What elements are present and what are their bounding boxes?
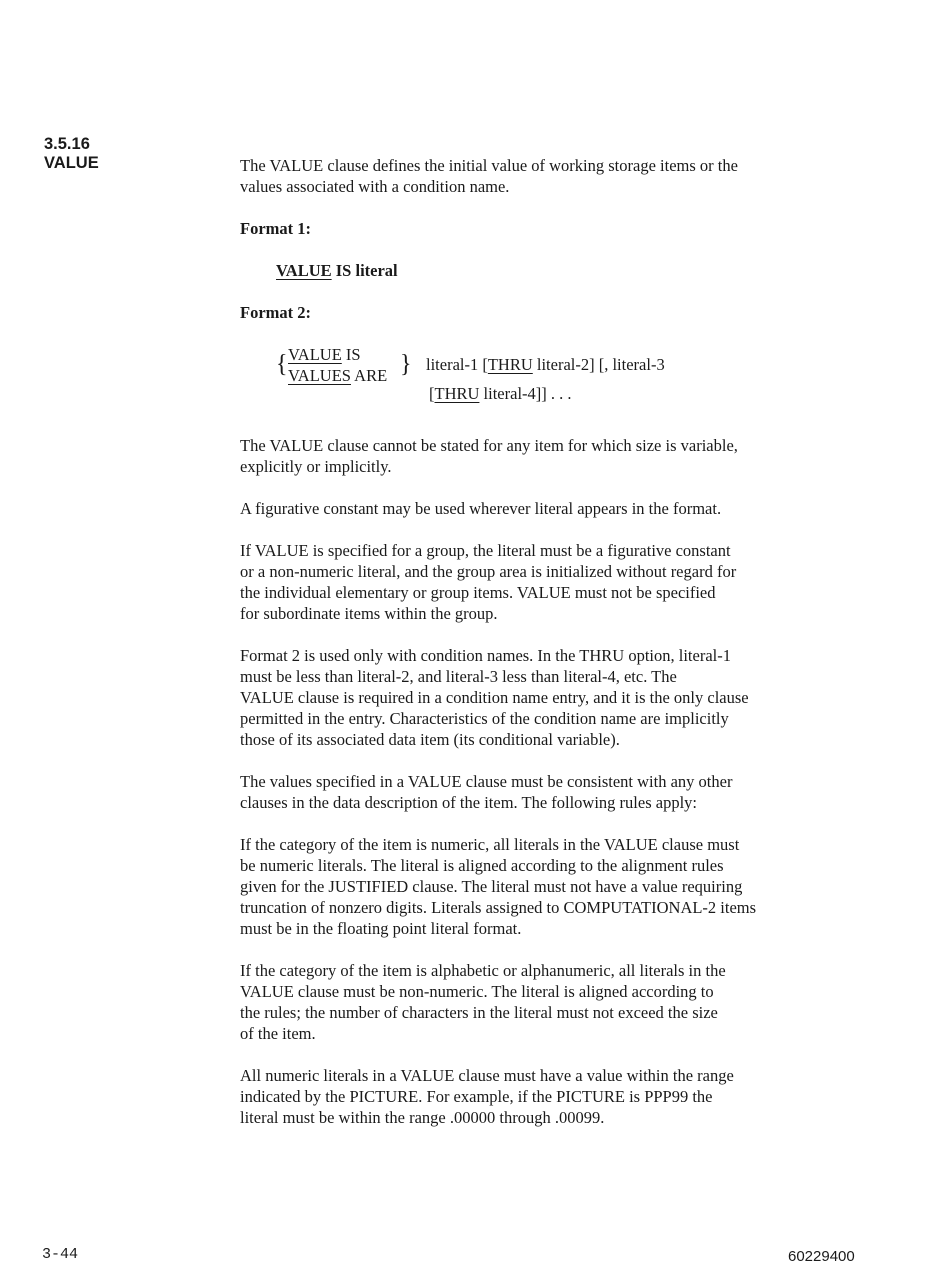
- paragraph-alphanumeric-rule: [240, 960, 890, 1044]
- text-line: The VALUE clause defines the initial value of working storage items or the: [240, 156, 738, 175]
- text-line: If VALUE is specified for a group, the literal must be a figurative constant: [240, 541, 731, 560]
- left-brace: {: [276, 350, 288, 378]
- intro-paragraph: [240, 155, 890, 197]
- paragraph-picture-range: [240, 1065, 890, 1128]
- right-brace: }: [400, 350, 412, 378]
- text-line: VALUE clause is required in a condition name entry, and it is the only clause: [240, 688, 749, 707]
- text-line: indicated by the PICTURE. For example, if the PICTURE is PPP99 the: [240, 1087, 713, 1106]
- page-number: 3-44: [42, 1246, 79, 1263]
- text-line: of the item.: [240, 1024, 316, 1043]
- thru-keyword: THRU: [434, 384, 480, 403]
- syntax-text: literal-4]] . . .: [479, 384, 572, 403]
- paragraph-format-2-usage: [240, 645, 890, 750]
- text-line: for subordinate items within the group.: [240, 604, 498, 623]
- syntax-text: literal-1 [: [426, 355, 488, 374]
- text-line: VALUE clause must be non-numeric. The literal is aligned according to: [240, 982, 714, 1001]
- text-line: explicitly or implicitly.: [240, 457, 392, 476]
- text-line: If the category of the item is alphabetic or alphanumeric, all literals in the: [240, 961, 726, 980]
- choice-value-is: [288, 344, 387, 365]
- format-1-syntax: [276, 260, 890, 281]
- text-line: literal must be within the range .00000 through .00099.: [240, 1108, 605, 1127]
- text-line: or a non-numeric literal, and the group area is initialized without regard for: [240, 562, 737, 581]
- paragraph-group-value: [240, 540, 890, 624]
- text-line: All numeric literals in a VALUE clause must have a value within the range: [240, 1066, 734, 1085]
- text-line: Format 2 is used only with condition names. In the THRU option, literal-1: [240, 646, 731, 665]
- choice-values-are: [288, 365, 387, 386]
- paragraph-consistency: [240, 771, 890, 813]
- text-line: must be less than literal-2, and literal-3 less than literal-4, etc. The: [240, 667, 677, 686]
- section-title: VALUE: [44, 154, 99, 172]
- keyword-choices: [288, 344, 387, 386]
- section-heading: [44, 135, 99, 173]
- section-body: [240, 155, 890, 1149]
- value-keyword: VALUE: [276, 261, 332, 280]
- thru-keyword: THRU: [487, 355, 533, 374]
- format-1-label: Format 1:: [240, 219, 312, 238]
- format-2-syntax: [240, 344, 890, 414]
- format-2-literal-line-1: [426, 354, 665, 375]
- text-line: truncation of nonzero digits. Literals assigned to COMPUTATIONAL-2 items: [240, 898, 757, 917]
- is-keyword: IS: [341, 345, 361, 364]
- section-number: 3.5.16: [44, 135, 90, 153]
- values-keyword: VALUES: [288, 366, 351, 385]
- text-line: The VALUE clause cannot be stated for any item for which size is variable,: [240, 436, 738, 455]
- text-line: values associated with a condition name.: [240, 177, 510, 196]
- text-line: A figurative constant may be used wherever literal appears in the format.: [240, 499, 722, 518]
- syntax-text: [: [429, 384, 435, 403]
- paragraph-numeric-rule: [240, 834, 890, 939]
- text-line: the rules; the number of characters in the literal must not exceed the size: [240, 1003, 718, 1022]
- are-keyword: ARE: [350, 366, 388, 385]
- text-line: those of its associated data item (its conditional variable).: [240, 730, 620, 749]
- text-line: If the category of the item is numeric, all literals in the VALUE clause must: [240, 835, 740, 854]
- value-keyword: VALUE: [288, 345, 342, 364]
- paragraph-figurative-constant: [240, 498, 890, 519]
- document-number: 60229400: [788, 1248, 855, 1265]
- paragraph-size-variable: [240, 435, 890, 477]
- text-line: clauses in the data description of the item. The following rules apply:: [240, 793, 697, 812]
- format-1-rest: IS literal: [331, 261, 398, 280]
- format-2-literal-line-2: [429, 383, 572, 404]
- text-line: the individual elementary or group items. VALUE must not be specified: [240, 583, 716, 602]
- syntax-text: literal-2] [, literal-3: [532, 355, 665, 374]
- text-line: permitted in the entry. Characteristics of the condition name are implicitly: [240, 709, 729, 728]
- text-line: must be in the floating point literal format.: [240, 919, 522, 938]
- text-line: be numeric literals. The literal is aligned according to the alignment rules: [240, 856, 724, 875]
- text-line: The values specified in a VALUE clause must be consistent with any other: [240, 772, 733, 791]
- format-2-label: Format 2:: [240, 303, 312, 322]
- text-line: given for the JUSTIFIED clause. The literal must not have a value requiring: [240, 877, 743, 896]
